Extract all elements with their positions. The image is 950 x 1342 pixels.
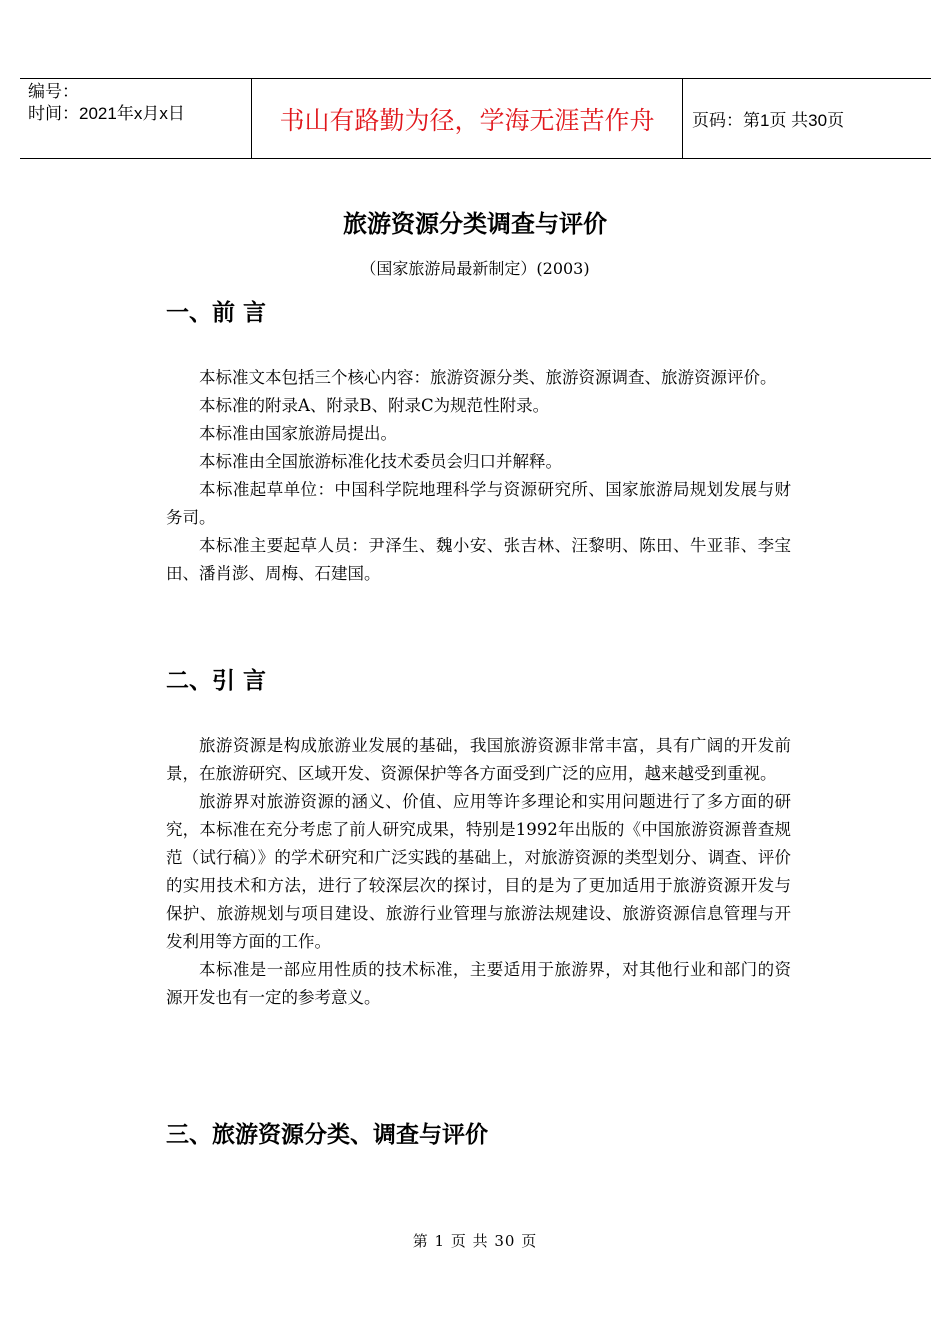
paragraph: 旅游界对旅游资源的涵义、价值、应用等许多理论和实用问题进行了多方面的研究，本标准在充分考虑了前人研究成果，特别是1992年出版的《中国旅游资源普查规范（试行稿）》的学术研究和广泛实践的基础上，对旅游资源的类型划分、调查、评价的实用技术和方法，进行了较深层次的探讨，目的是为了更加适用于旅游资源开发与保护、旅游规划与项目建设、旅游行业管理与旅游法规建设、旅游资源信息管理与开发利用等方面的工作。: [166, 792, 791, 951]
paragraph: 本标准文本包括三个核心内容：旅游资源分类、旅游资源调查、旅游资源评价。: [199, 368, 777, 387]
document-title: 旅游资源分类调查与评价: [343, 210, 607, 238]
header-time-label: 时间：2021年x月x日: [28, 104, 185, 123]
section-body: [166, 364, 791, 588]
paragraph: 本标准主要起草人员：尹泽生、魏小安、张吉林、汪黎明、陈田、牛亚菲、李宝田、潘肖澎、周梅、石建国。: [166, 536, 791, 583]
paragraph: 本标准由全国旅游标准化技术委员会归口并解释。: [199, 452, 562, 471]
page-footer: 第 1 页 共 30 页: [412, 1232, 538, 1250]
paragraph: 本标准由国家旅游局提出。: [199, 424, 397, 443]
paragraph: 本标准是一部应用性质的技术标准，主要适用于旅游界，对其他行业和部门的资源开发也有一定的参考意义。: [166, 960, 791, 1007]
header-number-label: 编号：: [28, 82, 79, 101]
header-motto: 书山有路勤为径，学海无涯苦作舟: [279, 105, 655, 135]
paragraph: 本标准的附录A、附录B、附录C为规范性附录。: [199, 396, 550, 415]
header-meta: [28, 81, 258, 155]
paragraph: 旅游资源是构成旅游业发展的基础，我国旅游资源非常丰富，具有广阔的开发前景，在旅游研究、区域开发、资源保护等各方面受到广泛的应用，越来越受到重视。: [166, 736, 791, 783]
section-heading: 一、前 言: [166, 300, 267, 326]
section-body: [166, 732, 791, 1012]
page-header: [20, 78, 931, 159]
paragraph: 本标准起草单位：中国科学院地理科学与资源研究所、国家旅游局规划发展与财务司。: [166, 480, 791, 527]
header-divider: [682, 79, 683, 158]
section-heading: 二、引 言: [166, 668, 267, 694]
document-subtitle: （国家旅游局最新制定）(2003): [360, 259, 590, 278]
section-heading: 三、旅游资源分类、调查与评价: [166, 1122, 488, 1148]
header-page-info: 页码：第1页 共30页: [692, 111, 845, 130]
